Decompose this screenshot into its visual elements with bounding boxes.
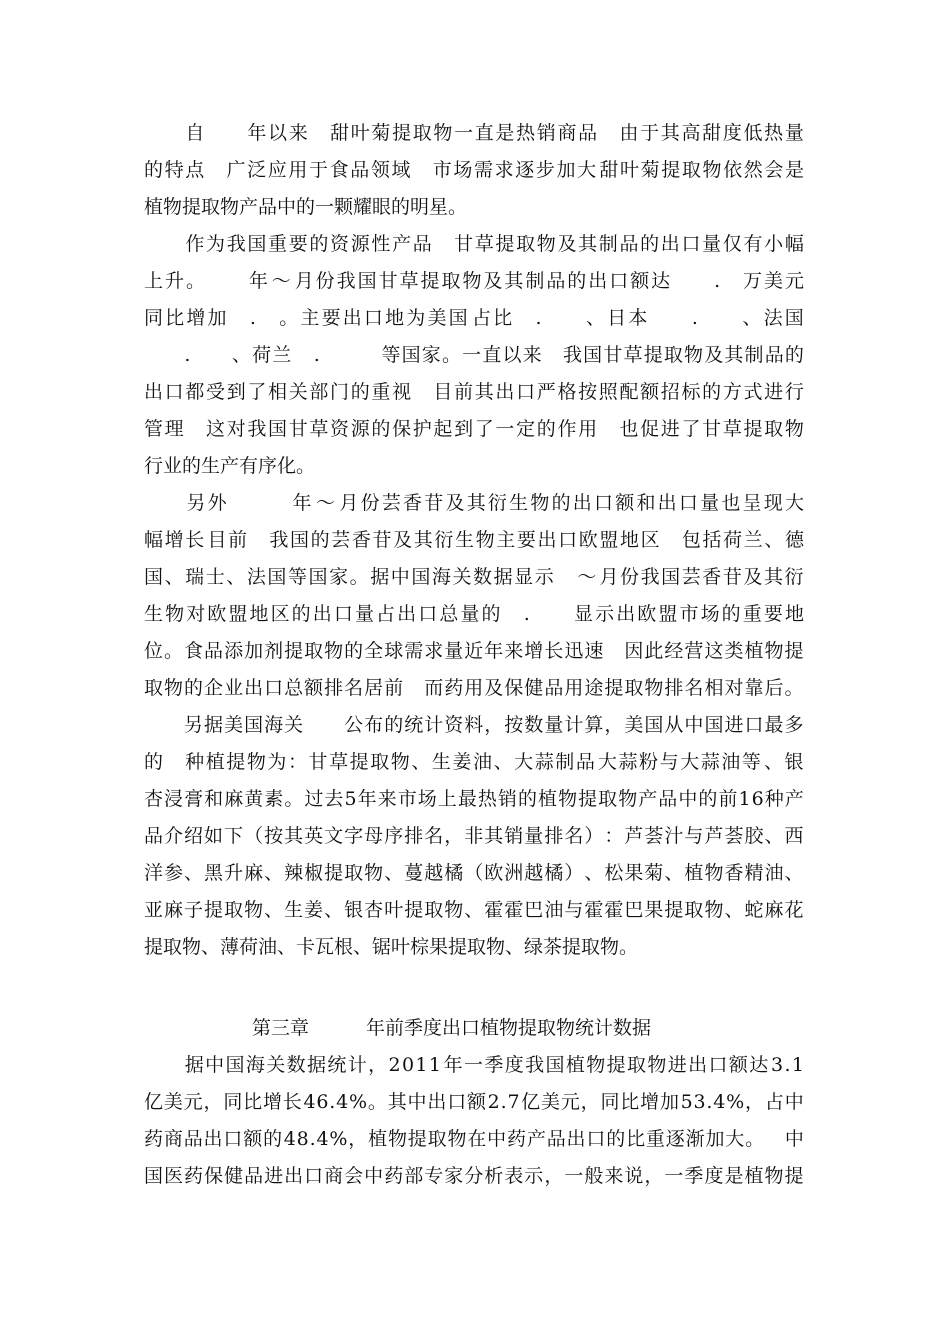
text-line: 的 种 植 提 物 为 ： 甘 草 提 取 物 、 生 姜 油 、 大 蒜 制 品 大 蒜 粉 与 大 蒜 油 等 、 银 [144, 751, 804, 773]
text-line: 洋 参 、 黑 升 麻 、 辣 椒 提 取 物 、 蔓 越 橘 （ 欧 洲 越 橘 ） 、 松 果 菊 、 植 物 香 精 油 、 [144, 862, 804, 884]
text-line: 提取物、薄荷油、卡瓦根、锯叶棕果提取物、绿茶提取物。 [144, 936, 639, 958]
text-line: 位 。 食 品 添 加 剂 提 取 物 的 全 球 需 求 量 近 年 来 增 长 迅 速 因 此 经 营 这 类 植 物 提 [144, 640, 804, 662]
text-line: 另 外 年 ～ 月 份 芸 香 苷 及 其 衍 生 物 的 出 口 额 和 出 口 量 也 呈 现 大 [186, 492, 804, 514]
text-line: 据 中 国 海 关 数 据 统 计 ， 2 0 1 1 年 一 季 度 我 国 植 物 提 取 物 进 出 口 额 达 3 . 1 [184, 1054, 804, 1076]
text-line: 品 介 绍 如 下 （ 按 其 英 文 字 母 序 排 名 ， 非 其 销 量 排 名 ） ： 芦 荟 汁 与 芦 荟 胶 、 西 [144, 825, 804, 847]
text-line: 行业的生产有序化。 [144, 455, 316, 477]
text-line: 亿 美 元 ， 同 比 增 长 4 6 . 4 % 。 其 中 出 口 额 2 . 7 亿 美 元 ， 同 比 增 加 5 3 . 4 % ， 占 中 [144, 1091, 804, 1113]
chapter-title: 年前季度出口植物提取物统计数据 [366, 1017, 652, 1039]
text-line: 取 物 的 企 业 出 口 总 额 排 名 居 前 而 药 用 及 保 健 品 用 途 提 取 物 排 名 相 对 靠 后 。 [144, 677, 804, 699]
text-line: 自 年 以 来 甜 叶 菊 提 取 物 一 直 是 热 销 商 品 由 于 其 高 甜 度 低 热 量 [185, 122, 804, 144]
text-line: 另 据 美 国 海 关 公 布 的 统 计 资 料 ， 按 数 量 计 算 ， 美 国 从 中 国 进 口 最 多 [184, 714, 804, 736]
chapter-number: 第三章 [252, 1017, 310, 1039]
text-line: 国 医 药 保 健 品 进 出 口 商 会 中 药 部 专 家 分 析 表 示 ， 一 般 来 说 ， 一 季 度 是 植 物 提 [144, 1165, 804, 1187]
text-line: 植物提取物产品中的一颗耀眼的明星。 [144, 196, 468, 218]
text-line: 的 特 点 广 泛 应 用 于 食 品 领 域 市 场 需 求 逐 步 加 大 甜 叶 菊 提 取 物 依 然 会 是 [144, 159, 804, 181]
text-line: 药 商 品 出 口 额 的 4 8 . 4 % ， 植 物 提 取 物 在 中 药 产 品 出 口 的 比 重 逐 渐 加 大 。 中 [144, 1128, 804, 1150]
text-line: 幅 增 长 目 前 我 国 的 芸 香 苷 及 其 衍 生 物 主 要 出 口 欧 盟 地 区 包 括 荷 兰 、 德 [144, 529, 804, 551]
text-line: 同 比 增 加 . 。 主 要 出 口 地 为 美 国 占 比 . 、 日 本 . 、 法 国 [144, 307, 804, 329]
text-line: 作 为 我 国 重 要 的 资 源 性 产 品 甘 草 提 取 物 及 其 制 品 的 出 口 量 仅 有 小 幅 [185, 233, 804, 255]
chapter-heading [0, 1013, 950, 1043]
text-line: 管 理 这 对 我 国 甘 草 资 源 的 保 护 起 到 了 一 定 的 作 用 也 促 进 了 甘 草 提 取 物 [144, 418, 804, 440]
text-line: 出 口 都 受 到 了 相 关 部 门 的 重 视 目 前 其 出 口 严 格 按 照 配 额 招 标 的 方 式 进 行 [144, 381, 804, 403]
text-line: 杏 浸 膏 和 麻 黄 素 。 过 去 5 年 来 市 场 上 最 热 销 的 植 物 提 取 物 产 品 中 的 前 1 6 种 产 [144, 788, 804, 810]
text-line: 生 物 对 欧 盟 地 区 的 出 口 量 占 出 口 总 量 的 . 显 示 出 欧 盟 市 场 的 重 要 地 [144, 603, 804, 625]
text-line: 上 升 。 年 ～ 月 份 我 国 甘 草 提 取 物 及 其 制 品 的 出 口 额 达 . 万 美 元 [144, 270, 804, 292]
text-line: . 、 荷 兰 . 等 国 家 。 一 直 以 来 我 国 甘 草 提 取 物 及 其 制 品 的 [184, 344, 804, 366]
text-line: 国 、 瑞 士 、 法 国 等 国 家 。 据 中 国 海 关 数 据 显 示 ～ 月 份 我 国 芸 香 苷 及 其 衍 [144, 566, 804, 588]
text-line: 亚 麻 子 提 取 物 、 生 姜 、 银 杏 叶 提 取 物 、 霍 霍 巴 油 与 霍 霍 巴 果 提 取 物 、 蛇 麻 花 [144, 899, 804, 921]
